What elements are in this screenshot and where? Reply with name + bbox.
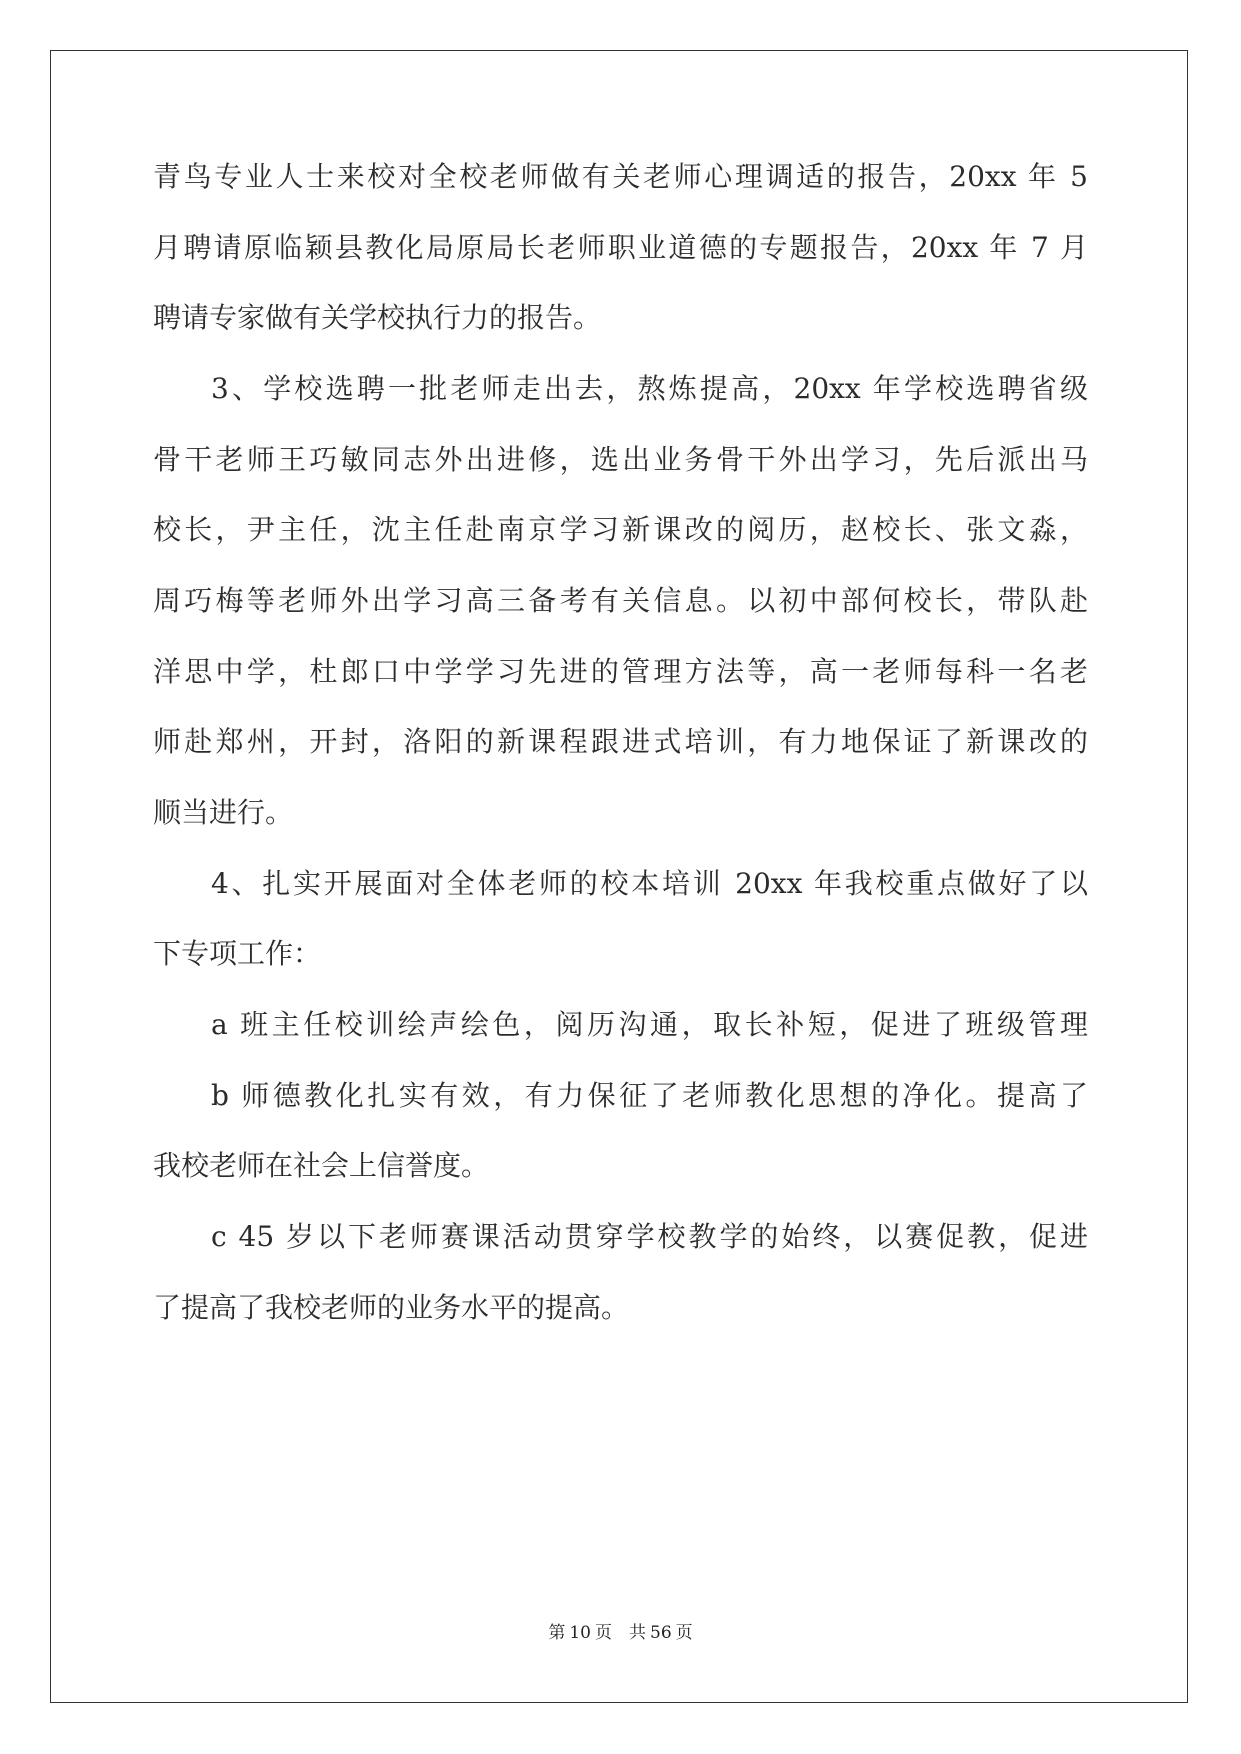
item-a: a 班主任校训绘声绘色，阅历沟通，取长补短，促进了班级管理 <box>211 1008 1088 1041</box>
body-line: 我校老师在社会上信誉度。 <box>153 1149 490 1182</box>
body-line: 了提高了我校老师的业务水平的提高。 <box>153 1291 630 1324</box>
body-line: 师赴郑州，开封，洛阳的新课程跟进式培训，有力地保证了新课改的 <box>153 725 1088 758</box>
body-line: 青鸟专业人士来校对全校老师做有关老师心理调适的报告，20xx 年 5 <box>153 160 1088 193</box>
current-page-number: 10 <box>569 1623 591 1643</box>
body-line: 下专项工作： <box>153 937 322 970</box>
body-line: 洋思中学，杜郎口中学学习先进的管理方法等，高一老师每科一名老 <box>153 655 1088 688</box>
item-b: b 师德教化扎实有效，有力保征了老师教化思想的净化。提高了 <box>211 1079 1088 1112</box>
page-number-footer <box>0 1621 1241 1645</box>
body-line: 骨干老师王巧敏同志外出进修，选出业务骨干外出学习，先后派出马 <box>153 443 1088 476</box>
footer-suffix: 页 <box>675 1623 693 1643</box>
item-c: c 45 岁以下老师赛课活动贯穿学校教学的始终，以赛促教，促进 <box>211 1220 1088 1253</box>
body-line: 聘请专家做有关学校执行力的报告。 <box>153 301 602 334</box>
footer-prefix: 第 <box>548 1623 566 1643</box>
body-line: 周巧梅等老师外出学习高三备考有关信息。以初中部何校长，带队赴 <box>153 584 1088 617</box>
total-page-number: 56 <box>650 1623 672 1643</box>
body-line: 校长，尹主任，沈主任赴南京学习新课改的阅历，赵校长、张文淼， <box>153 513 1088 546</box>
body-line: 月聘请原临颖县教化局原局长老师职业道德的专题报告，20xx 年 7 月 <box>153 231 1088 264</box>
paragraph-4-start: 4、扎实开展面对全体老师的校本培训 20xx 年我校重点做好了以 <box>211 867 1088 900</box>
footer-mid: 页 共 <box>595 1623 646 1643</box>
body-line: 顺当进行。 <box>153 796 294 829</box>
paragraph-3-start: 3、学校选聘一批老师走出去，熬炼提高，20xx 年学校选聘省级 <box>211 372 1088 405</box>
